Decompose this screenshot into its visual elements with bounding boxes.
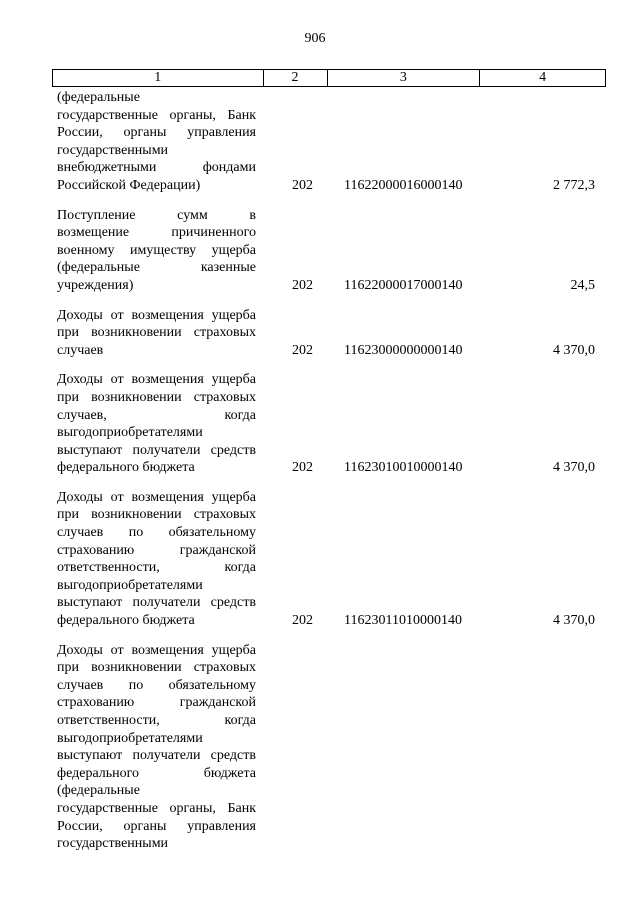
admin-code: 202 [292, 342, 313, 358]
table-row [57, 642, 597, 853]
table-row [57, 89, 597, 195]
table-body [57, 89, 597, 865]
description-line: выступают получатели средств [57, 442, 256, 458]
description-line: федерального бюджета [57, 613, 195, 629]
description-line: государственные органы, Банк [57, 800, 256, 816]
header-col-1: 1 [53, 70, 264, 87]
amount: 2 772,3 [553, 177, 595, 193]
budget-code: 11623000000000140 [344, 342, 463, 358]
description-line: федерального бюджета [57, 765, 256, 781]
description-line: (федеральные [57, 783, 140, 799]
admin-code: 202 [292, 177, 313, 193]
amount: 4 370,0 [553, 342, 595, 358]
description-line: (федеральные казенные [57, 260, 256, 276]
description-line: России, органы управления [57, 818, 256, 834]
description-line: государственными [57, 836, 169, 852]
description-line: Доходы от возмещения ущерба [57, 489, 256, 505]
admin-code: 202 [292, 460, 313, 476]
description-line: страхованию гражданской [57, 542, 256, 558]
description-line: при возникновении страховых [57, 325, 256, 341]
table-header [52, 69, 606, 87]
description-line: выступают получатели средств [57, 595, 256, 611]
description-line: случаев [57, 342, 104, 358]
description-line: возмещение причиненного [57, 225, 256, 241]
description-line: Доходы от возмещения ущерба [57, 642, 256, 658]
header-col-3: 3 [327, 70, 480, 87]
row-description [57, 89, 256, 195]
description-line: Поступление сумм в [57, 207, 256, 223]
amount: 4 370,0 [553, 613, 595, 629]
admin-code: 202 [292, 613, 313, 629]
amount: 4 370,0 [553, 460, 595, 476]
table-row [57, 307, 597, 360]
description-line: выступают получатели средств [57, 748, 256, 764]
row-description [57, 307, 256, 360]
row-description [57, 371, 256, 477]
description-line: военному имуществу ущерба [57, 242, 256, 258]
row-description [57, 642, 256, 853]
description-line: Доходы от возмещения ущерба [57, 372, 256, 388]
table-row [57, 207, 597, 295]
budget-code: 11623011010000140 [344, 613, 462, 629]
amount: 24,5 [570, 277, 595, 293]
table-row [57, 489, 597, 630]
description-line: выгодоприобретателями [57, 425, 203, 441]
description-line: случаев, когда [57, 407, 256, 423]
header-col-4: 4 [480, 70, 606, 87]
description-line: (федеральные [57, 90, 140, 105]
description-line: ответственности, когда [57, 560, 256, 576]
description-line: федерального бюджета [57, 460, 195, 476]
description-line: выгодоприобретателями [57, 730, 203, 746]
description-line: государственные органы, Банк [57, 107, 256, 123]
page-number: 906 [304, 31, 326, 46]
description-line: при возникновении страховых [57, 660, 256, 676]
budget-code: 11623010010000140 [344, 460, 463, 476]
description-line: случаев по обязательному [57, 525, 256, 541]
description-line: Российской Федерации) [57, 177, 201, 193]
budget-code: 11622000016000140 [344, 177, 463, 193]
description-line: страхованию гражданской [57, 695, 256, 711]
description-line: учреждения) [57, 277, 134, 293]
description-line: случаев по обязательному [57, 677, 256, 693]
description-line: при возникновении страховых [57, 389, 256, 405]
header-col-2: 2 [263, 70, 327, 87]
description-line: России, органы управления [57, 125, 256, 141]
description-line: ответственности, когда [57, 713, 256, 728]
admin-code: 202 [292, 277, 313, 293]
row-description [57, 207, 256, 295]
row-description [57, 489, 256, 630]
description-line: государственными [57, 142, 169, 158]
description-line: внебюджетными фондами [57, 160, 256, 176]
description-line: выгодоприобретателями [57, 577, 203, 593]
description-line: Доходы от возмещения ущерба [57, 307, 256, 323]
budget-code: 11622000017000140 [344, 277, 463, 293]
table-row [57, 371, 597, 477]
description-line: при возникновении страховых [57, 507, 256, 523]
